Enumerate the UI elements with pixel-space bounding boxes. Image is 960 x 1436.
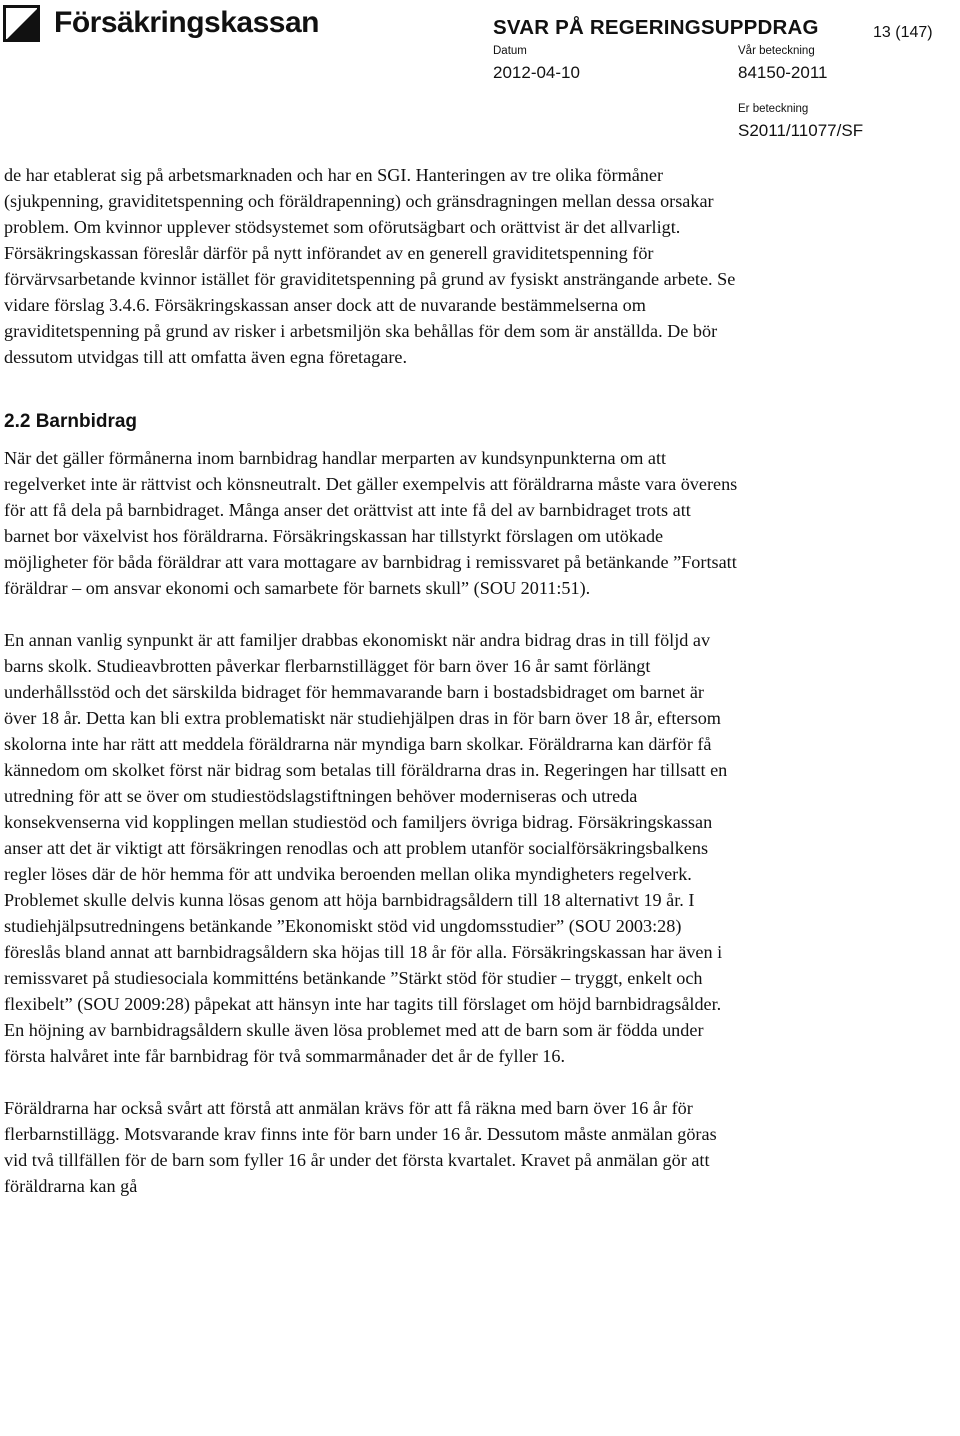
our-reference-label: Vår beteckning bbox=[738, 45, 815, 57]
our-reference-value: 84150-2011 bbox=[738, 63, 828, 82]
page-number: 13 (147) bbox=[873, 24, 933, 41]
your-reference-value: S2011/11077/SF bbox=[738, 121, 864, 140]
page-header bbox=[0, 0, 960, 150]
body-paragraph: När det gäller förmånerna inom barnbidrag handlar merparten av kundsynpunkterna om att regelverket inte är rättvist och könsneutralt. Det gäller exempelvis att föräldrarna måste vara överens för att få dela på barnbidraget. Många anser det orättvist att inte få del av barnbidraget trots att barnet bor växelvist hos föräldrarna. Försäkringskassan har tillstyrkt förslagen om utökade möjligheter för båda föräldrar att vara mottagare av barnbidrag i remissvaret på betänkande ”Fortsatt föräldrar – om ansvar ekonomi och samarbete för barnets skull” (SOU 2011:51). bbox=[4, 448, 738, 598]
document-type: SVAR PÅ REGERINGSUPPDRAG bbox=[493, 16, 819, 39]
agency-logo bbox=[3, 3, 319, 43]
body-paragraph: Föräldrarna har också svårt att förstå att anmälan krävs för att få räkna med barn över 16 år för flerbarnstillägg. Motsvarande krav finns inte för barn under 16 år. Dessutom måste anmälan göras vid två tillfällen för de barn som fyller 16 år under det första kvartalet. Kravet på anmälan gör att föräldrarna kan gå bbox=[4, 1098, 717, 1196]
document-body bbox=[4, 162, 740, 1199]
your-reference-label: Er beteckning bbox=[738, 103, 809, 115]
logo-text: Försäkringskassan bbox=[54, 6, 319, 39]
date-value: 2012-04-10 bbox=[493, 63, 580, 82]
body-paragraph: En annan vanlig synpunkt är att familjer drabbas ekonomiskt när andra bidrag dras in till följd av barns skolk. Studieavbrotten påverkar flerbarnstillägget för barn över 16 år samt förlängt underhållsstöd och det särskilda bidraget för hemmavarande barn i bostadsbidraget om barnet är över 18 år. Detta kan bli extra problematiskt när studiehjälpen dras in för barn över 18 år, eftersom skolorna inte har rätt att meddela föräldrarna när myndiga barn skolkar. Föräldrarna kan därför få kännedom om skolket först när bidrag som betalas till föräldrarna dras in. Regeringen har tillsatt en utredning för att se över om studiestödslagstiftningen behöver moderniseras och utreda konsekvenserna vid kopplingen mellan studiestöd och familjers övriga bidrag. Försäkringskassan anser att det är viktigt att försäkringen renodlas och att problem utanför socialförsäkringsbalkens regler löses där de hör hemma för att undvika beroenden mellan olika myndigheters regelverk. Problemet skulle delvis kunna lösas genom att höja barnbidragsåldern till 18 alternativt 19 år. I studiehjälpsutredningens betänkande ”Ekonomiskt stöd vid ungdomsstudier” (SOU 2003:28) föreslås bland annat att barnbidragsåldern ska höjas till 18 år för alla. Försäkringskassan har även i remissvaret på studiesociala kommitténs betänkande ”Stärkt stöd för studier – tryggt, enkelt och flexibelt” (SOU 2009:28) påpekat att hänsyn inte har tagits till förslaget om höjd barnbidragsålder. En höjning av barnbidragsåldern skulle även lösa problemet med att de barn som är födda under första halvåret inte får barnbidrag för två sommarmånader det år de fyller 16. bbox=[4, 630, 728, 1066]
forsakringskassan-logo-icon bbox=[3, 5, 40, 42]
date-label: Datum bbox=[493, 45, 527, 57]
body-paragraph: de har etablerat sig på arbetsmarknaden och har en SGI. Hanteringen av tre olika förmåner (sjukpenning, graviditetspenning och föräldrapenning) och gränsdragningen mellan dessa orsakar problem. Om kvinnor upplever stödsystemet som oförutsägbart och orättvist är det allvarligt. Försäkringskassan föreslår därför på nytt införandet av en generell graviditetspenning för förvärvsarbetande kvinnor istället för graviditetspenning på grund av fysiskt ansträngande arbete. Se vidare förslag 3.4.6. Försäkringskassan anser dock att de nuvarande bestämmelserna om graviditetspenning på grund av risker i arbetsmiljön ska behållas för dem som är anställda. De bör dessutom utvidgas till att omfatta även egna företagare. bbox=[4, 165, 736, 367]
section-heading: 2.2 Barnbidrag bbox=[4, 411, 138, 432]
